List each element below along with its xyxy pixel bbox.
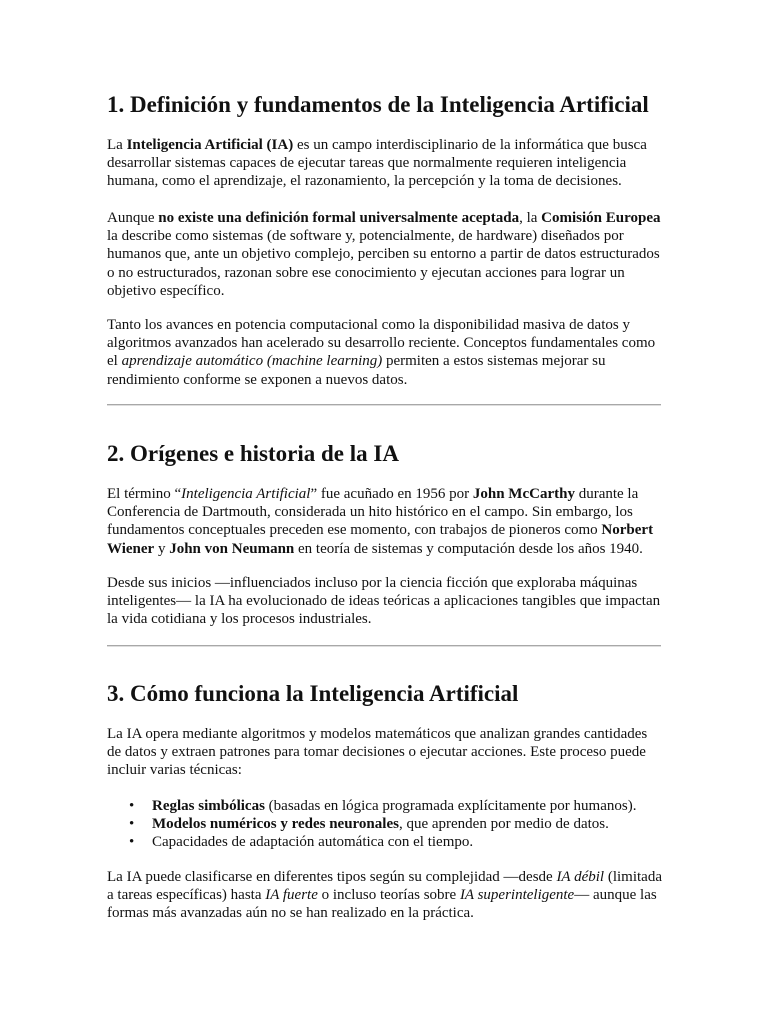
emphasis-bold: no existe una definición formal universalmente aceptada xyxy=(158,210,520,226)
section-3-paragraph-2 xyxy=(107,868,663,923)
text: , la xyxy=(519,210,542,226)
text: Aunque xyxy=(107,210,159,226)
person-name: John von Neumann xyxy=(169,540,295,557)
list-item xyxy=(107,815,663,833)
text: ” fue acuñado en 1956 por xyxy=(310,486,473,502)
list-item-bold: Modelos numéricos y redes neuronales xyxy=(152,816,399,833)
section-1-heading: 1. Definición y fundamentos de la Inteligencia Artificial xyxy=(107,92,649,117)
emphasis-italic: Inteligencia Artificial xyxy=(181,486,311,502)
person-name: Norbert Wiener xyxy=(107,522,654,557)
emphasis-italic: IA fuerte xyxy=(265,887,318,904)
bullet-icon: • xyxy=(129,834,135,851)
section-divider xyxy=(107,404,661,406)
text: — aunque las formas más avanzadas aún no se han realizado en la práctica. xyxy=(107,887,657,922)
list-item-text: , que aprenden por medio de datos. xyxy=(398,816,609,833)
text: es un campo interdisciplinario de la informática que busca desarrollar sistemas capaces de ejecutar tareas que normalmente requieren inteligencia humana, como el aprendizaje, el razonamiento, la percepción y la toma de decisiones. xyxy=(107,137,647,190)
section-divider xyxy=(107,645,661,647)
emphasis-bold: Comisión Europea xyxy=(541,210,661,226)
person-name: John McCarthy xyxy=(472,486,575,502)
section-1-paragraph-2 xyxy=(107,209,663,300)
text: (limitada a tareas específicas) hasta xyxy=(107,869,662,904)
section-2-paragraph-1 xyxy=(107,485,663,558)
text: La IA puede clasificarse en diferentes tipos según su complejidad —desde xyxy=(107,869,557,885)
text: durante la Conferencia de Dartmouth, considerada un hito histórico en el campo. Sin embargo, los fundamentos conceptuales preceden ese momento, con trabajos de pioneros como xyxy=(107,486,639,539)
list-item-bold: Reglas simbólicas xyxy=(152,798,265,814)
emphasis-italic: aprendizaje automático (machine learning) xyxy=(121,353,383,370)
list-item xyxy=(107,833,663,851)
bullet-icon: • xyxy=(129,816,135,833)
section-3-heading: 3. Cómo funciona la Inteligencia Artificial xyxy=(107,681,519,706)
emphasis-italic: IA superinteligente xyxy=(459,887,575,904)
list-item-text: Capacidades de adaptación automática con el tiempo. xyxy=(152,834,474,851)
section-3-paragraph-1: La IA opera mediante algoritmos y modelos matemáticos que analizan grandes cantidades de datos y extraen patrones para tomar decisiones o ejecutar acciones. Este proceso puede incluir varias técnicas: xyxy=(107,726,648,779)
text: permiten a estos sistemas mejorar su rendimiento conforme se exponen a nuevos datos. xyxy=(107,353,606,388)
section-1-paragraph-1 xyxy=(107,136,663,191)
text: El término “ xyxy=(107,486,182,502)
emphasis-italic: IA débil xyxy=(556,869,605,885)
bullet-icon: • xyxy=(129,798,135,814)
section-1-paragraph-3 xyxy=(107,316,663,389)
section-2-heading: 2. Orígenes e historia de la IA xyxy=(107,441,399,466)
techniques-list xyxy=(107,797,663,852)
text: y xyxy=(154,540,170,557)
text: La xyxy=(107,137,127,153)
section-2-paragraph-2: Desde sus inicios —influenciados incluso por la ciencia ficción que exploraba máquinas inteligentes— la IA ha evolucionado de ideas teóricas a aplicaciones tangibles que impactan la vida cotidiana y los procesos industriales. xyxy=(107,575,661,628)
text: Tanto los avances en potencia computacional como la disponibilidad masiva de datos y algoritmos avanzados han acelerado su desarrollo reciente. Conceptos fundamentales como el xyxy=(107,317,656,370)
term-bold: Inteligencia Artificial (IA) xyxy=(126,137,294,153)
text: la describe como sistemas (de software y, potencialmente, de hardware) diseñados por humanos que, ante un objetivo complejo, perciben su entorno a partir de datos estructurados o no estructurados, razonan sobre ese conocimiento y ejecutan acciones para lograr un objetivo específico. xyxy=(107,228,660,299)
text: o incluso teorías sobre xyxy=(317,887,460,904)
text: en teoría de sistemas y computación desde los años 1940. xyxy=(294,540,643,557)
list-item xyxy=(107,797,663,815)
list-item-text: (basadas en lógica programada explícitamente por humanos). xyxy=(264,798,637,814)
